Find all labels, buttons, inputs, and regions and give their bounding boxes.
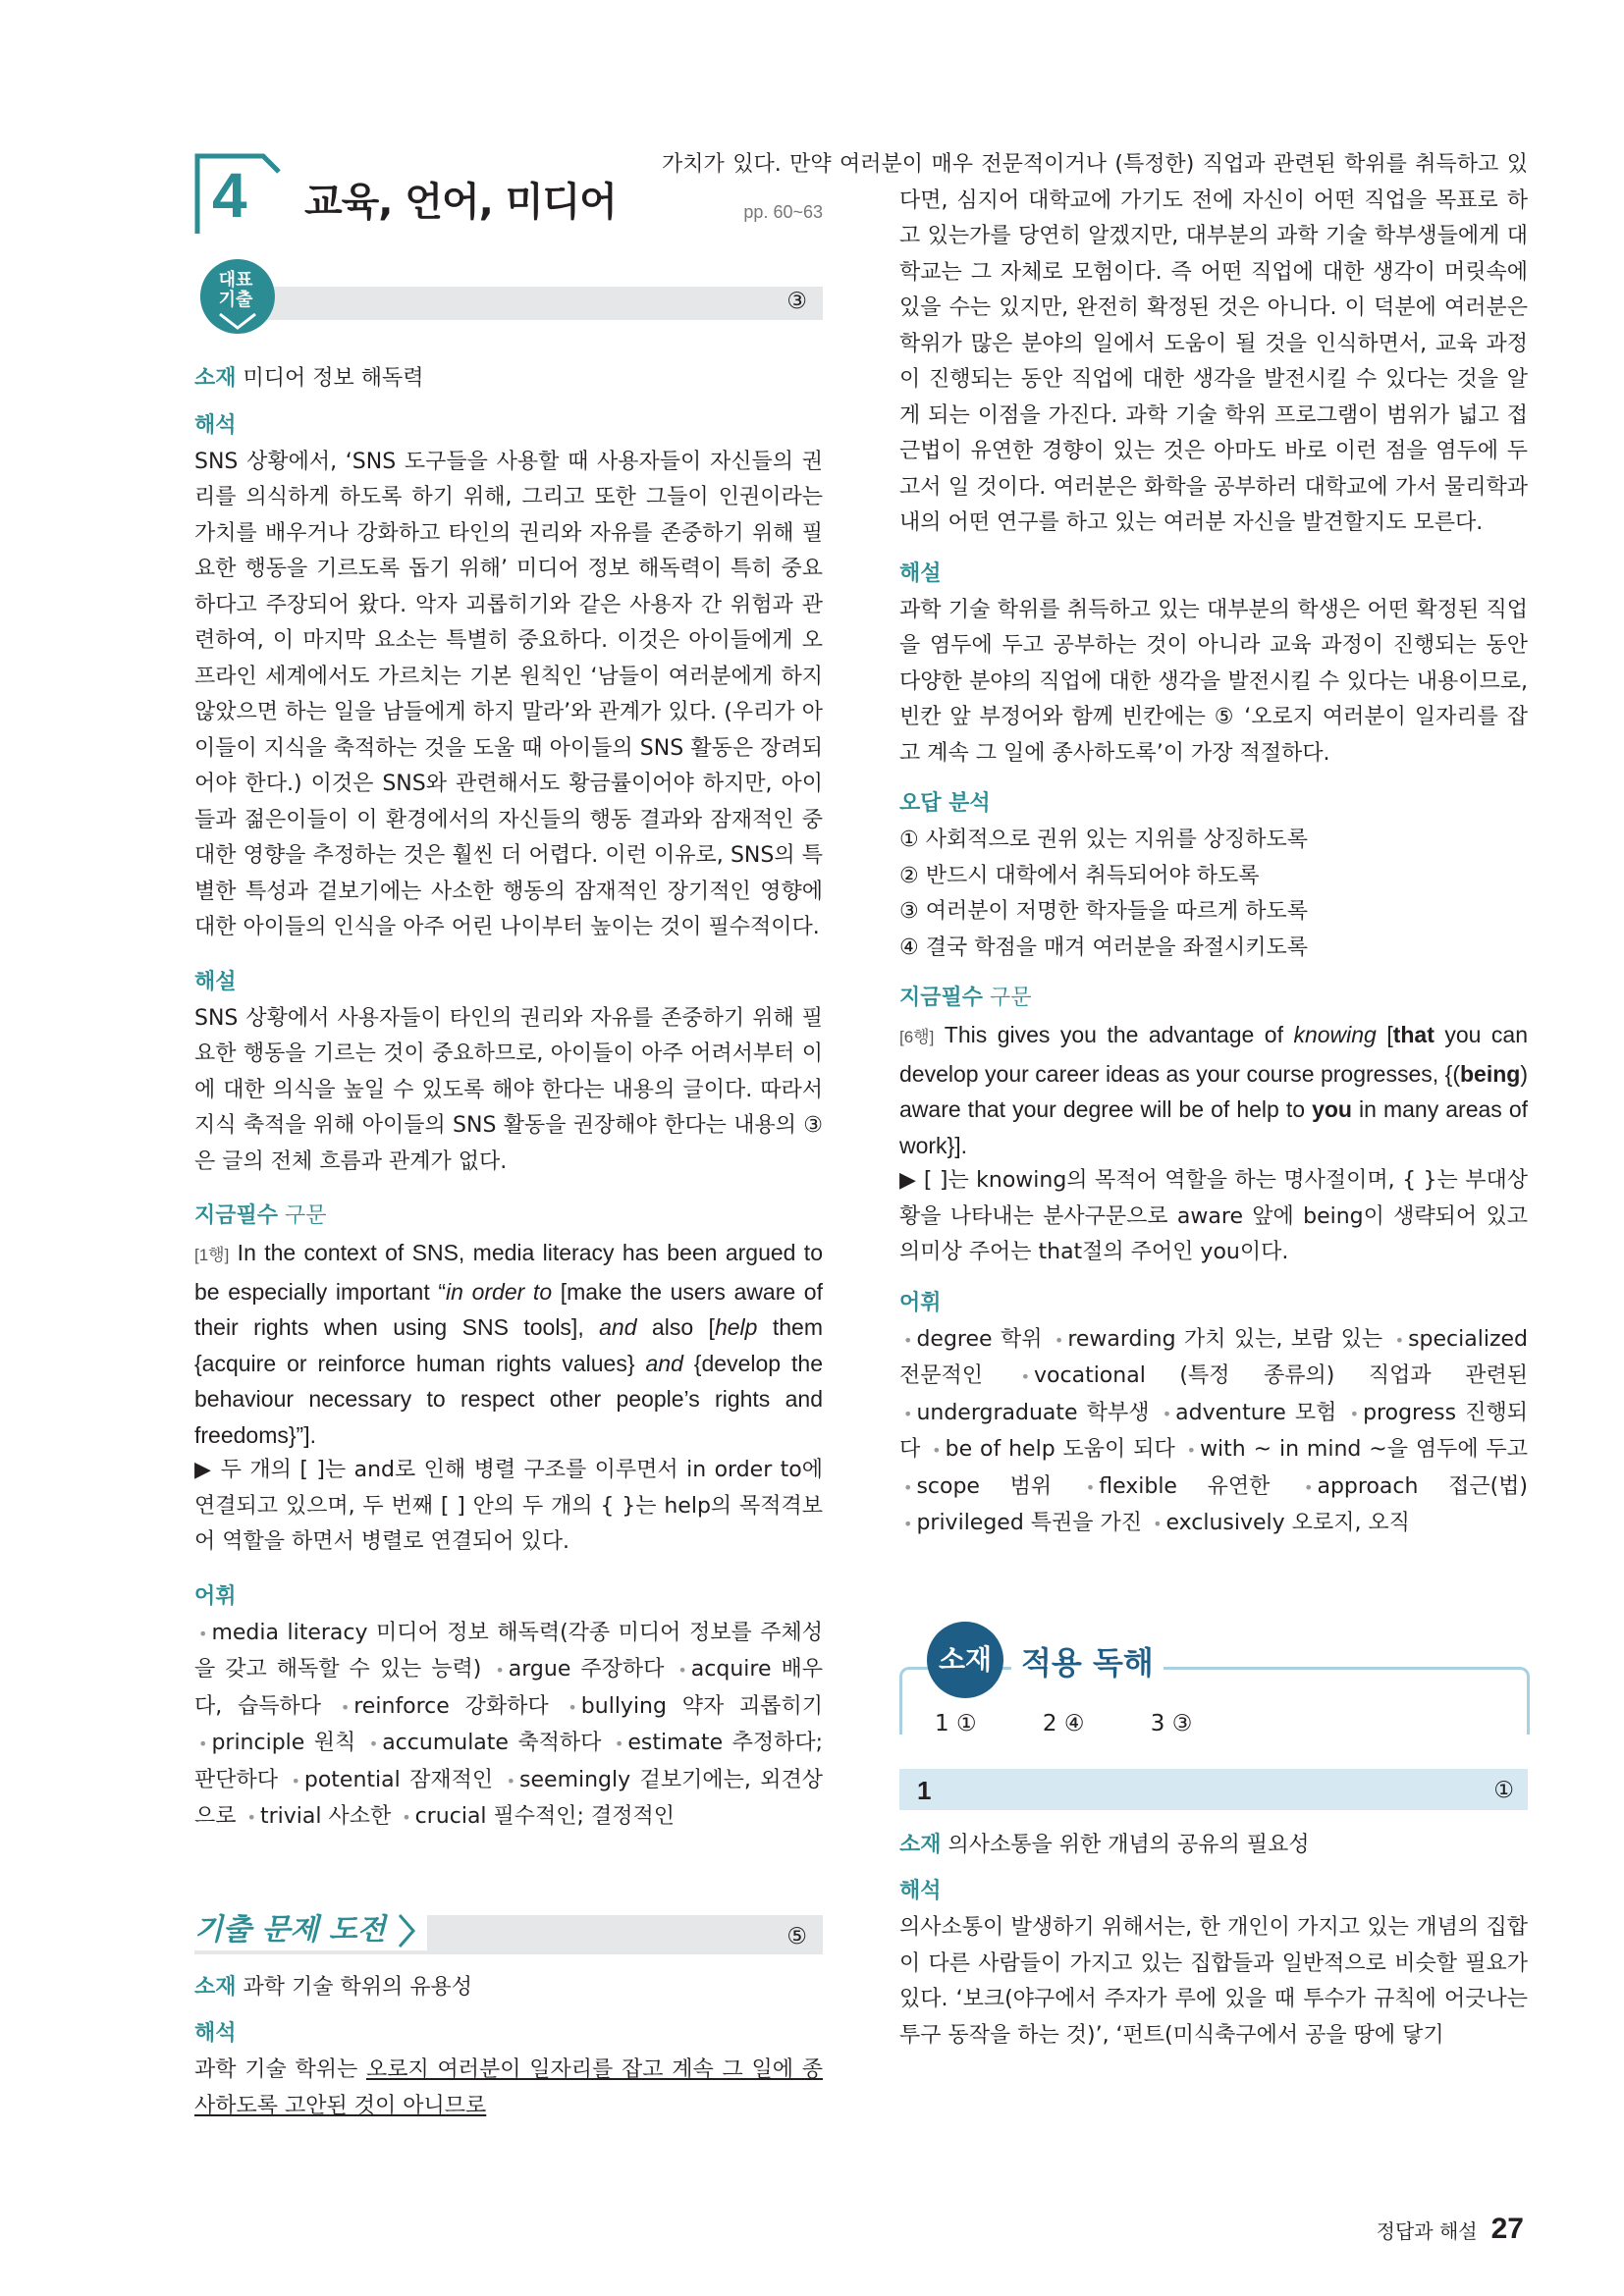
question-bar [899, 1769, 1528, 1810]
gumun-part: in order to [446, 1278, 553, 1305]
gumun-part: knowing [1293, 1022, 1377, 1047]
vocab-item: • privileged 특권을 가진 [903, 1511, 1143, 1535]
footer-label: 정답과 해설 [1376, 2219, 1478, 2243]
apply-circle: 소재 [927, 1622, 1003, 1698]
haeseok-label: 해석 [194, 2021, 237, 2046]
vocab-item: • be of help 도움이 되다 [932, 1437, 1175, 1462]
eohwi-list [194, 1616, 823, 1837]
gumun-part: them {acquire or reinforce human rights values} [194, 1314, 823, 1376]
vocab-item: • adventure 모험 [1162, 1400, 1337, 1425]
gumun-label-a: 지금필수 [194, 1203, 279, 1228]
page-footer [1377, 2213, 1524, 2246]
vocab-item: • approach 접근(법) [1304, 1473, 1529, 1499]
vocab-item: • trivial 사소한 [246, 1804, 392, 1829]
gumun-label-b: 구문 [278, 1203, 327, 1228]
sozae-text: 과학 기술 학위의 유용성 [236, 1974, 473, 2000]
gumun-label [194, 1201, 823, 1231]
apply-answer: 2 ④ [1042, 1710, 1085, 1736]
badge-line2: 기출 [218, 290, 253, 310]
haeseol-label: 해설 [899, 561, 942, 586]
eohwi-label: 어휘 [899, 1290, 942, 1315]
haeseok-text: SNS 상황에서, ‘SNS 도구들을 사용할 때 사용자들이 자신들의 권리를 의식하게 하도록 하기 위해, 그리고 또한 그들이 인권이라는 가치를 배우거나 강화하고 타인의 권리와 자유를 존중하기 위해 필요한 행동을 기르도록 돕기 위해’ 미디어 정보 해독력이 특히 중요하다고 주장되어 왔다. 악자 괴롭히기와 같은 사용자 간 위험과 관련하여, 이 마지막 요소는 특별히 중요하다. 이것은 아이들에게 오프라인 세계에서도 가르치는 기본 원칙인 ‘남들이 여러분에게 하지 않았으면 하는 일을 남들에게 하지 말라’와 관계가 있다. (우리가 아이들이 지식을 축적하는 것을 도울 때 아이들의 SNS 활동은 장려되어야 한다.) 이것은 SNS와 관련해서도 황금률이어야 하지만, 아이들과 젊은이들이 이 환경에서의 자신들의 행동 결과와 잠재적인 중대한 영향을 추정하는 것은 훨씬 더 어렵다. 이런 이유로, SNS의 특별한 특성과 겉보기에는 사소한 행동의 잠재적인 장기적인 영향에 대한 아이들의 인식을 아주 어린 나이부터 높이는 것이 필수적이다. [194, 449, 823, 939]
odap-label: 오답 분석 [899, 791, 991, 816]
sozae-label: 소재 [194, 1974, 237, 2000]
representative-question-bar [194, 257, 823, 344]
haeseok-part: 가치가 있다. 만약 여러분이 매우 전문적이거나 (특정한) 직업과 관련된 학위를 취득하고 있다면, 심지어 대학교에 가기도 전에 자신이 어떤 직업을 목표로 하고 있는가를 당연히 알겠지만, 대부분의 과학 기술 학부생들에게 대학교는 그 자체로 모험이다. 즉 어떤 직업에 대한 생각이 머릿속에 있을 수는 있지만, 완전히 확정된 것은 아니다. 이 덕분에 여러분은 학위가 많은 분야의 일에서 도움이 될 것을 인식하면서, 교육 과정이 진행되는 동안 직업에 대한 생각을 발전시킬 수 있다는 것을 알게 되는 이점을 가진다. 과학 기술 학위 프로그램이 범위가 넓고 접근법이 유연한 경향이 있는 것은 아마도 바로 이런 점을 염두에 두고서 일 것이다. 여러분은 화학을 공부하러 대학교에 가서 물리학과 내의 어떤 연구를 하고 있는 여러분 자신을 발견할지도 모른다. [662, 152, 1528, 535]
gumun-label [899, 984, 1528, 1013]
gumun-note: ▶ [ ]는 knowing의 목적어 역할을 하는 명사절이며, { }는 부대상황을 나타내는 분사구문으로 aware 앞에 being이 생략되어 있고 의미상 주어는 that절의 주어인 you이다. [899, 1168, 1528, 1264]
vocab-item: • progress 진행되다 [899, 1400, 1528, 1462]
gumun-sentence [194, 1235, 823, 1453]
gumun-part: being [1459, 1060, 1521, 1087]
chevron-right-icon [396, 1911, 417, 1950]
gumun-part: in many areas of work}]. [899, 1096, 1529, 1158]
chapter-title: 교육, 언어, 미디어 [304, 180, 617, 225]
gumun-part: that [1392, 1022, 1435, 1047]
question-number: 1 [917, 1775, 932, 1805]
page-number: 27 [1490, 2213, 1524, 2245]
eohwi-label: 어휘 [194, 1583, 237, 1609]
gumun-note: ▶ 두 개의 [ ]는 and로 인해 병렬 구조를 이루면서 in order to에 연결되고 있으며, 두 번째 [ ] 안의 두 개의 { }는 help의 목적격보어 역할을 하면서 병렬로 연결되어 있다. [194, 1458, 823, 1554]
gumun-label-b: 구문 [983, 986, 1032, 1010]
question-answer: ① [1493, 1777, 1514, 1803]
gumun-part: ) aware that your degree will be of help to [899, 1060, 1528, 1122]
vocab-item: • undergraduate 학부생 [903, 1400, 1150, 1425]
challenge-title [194, 1911, 427, 1950]
sozae-text: 의사소통을 위한 개념의 공유의 필요성 [941, 1832, 1310, 1857]
vocab-item: • bullying 약자 괴롭히기 [568, 1693, 824, 1719]
haeseol-text: SNS 상황에서 사용자들이 타인의 권리와 자유를 존중하기 위해 필요한 행동을 기르는 것이 중요하므로, 아이들이 아주 어려서부터 이에 대한 의식을 높일 수 있도록 해야 한다는 내용의 글이다. 따라서 지식 축적을 위해 아이들의 SNS 활동을 권장해야 한다는 내용의 ③은 글의 전체 흐름과 관계가 없다. [194, 1005, 823, 1174]
gumun-tag: [1행] [194, 1246, 230, 1264]
haeseok-text: 의사소통이 발생하기 위해서는, 한 개인이 가지고 있는 개념의 집합이 다른 사람들이 가지고 있는 집합들과 일반적으로 비슷할 필요가 있다. ‘보크(야구에서 주자가 루에 있을 때 투수가 규칙에 어긋나는 투구 동작을 하는 것)’, ‘펀트(미식축구에서 공을 땅에 닿기 [899, 1915, 1528, 2048]
vocab-item: • flexible 유연한 [1085, 1473, 1271, 1499]
vocab-item: • acquire 배우다, 습득하다 [194, 1657, 823, 1719]
gumun-part: help [714, 1314, 758, 1340]
vocab-item: • principle 원칙 [198, 1731, 356, 1755]
badge-line1: 대표 [218, 270, 253, 291]
gumun-sentence [899, 1017, 1528, 1163]
vocab-item: • vocational (특정 종류의) 직업과 관련된 [1020, 1363, 1528, 1388]
gumun-part: [ [1376, 1022, 1393, 1047]
chapter-number: 4 [212, 160, 247, 231]
vocab-item: • exclusively 오로지, 오직 [1153, 1511, 1410, 1535]
vocab-item: • media literacy 미디어 정보 해독력(각종 미디어 정보를 주체성을 갖고 해독할 수 있는 능력) [194, 1620, 823, 1682]
apply-answers [935, 1706, 1251, 1742]
apply-title: 적용 독해 [1011, 1645, 1164, 1682]
vocab-item: • degree 학위 [903, 1326, 1043, 1352]
vocab-item: • crucial 필수적인; 결정적인 [402, 1804, 675, 1829]
gumun-part: [make the users aware of their rights when using SNS tools], [194, 1278, 823, 1340]
vocab-item: • estimate 추정하다; 판단하다 [194, 1731, 824, 1792]
odap-list [899, 823, 1528, 966]
vocab-item: • argue 주장하다 [495, 1657, 665, 1682]
vocab-item: • potential 잠재적인 [291, 1767, 494, 1792]
gumun-part: and [645, 1350, 683, 1376]
gumun-part: also [ [636, 1314, 715, 1340]
vocab-item: • accumulate 축적하다 [368, 1731, 602, 1755]
chapter-pages: pp. 60~63 [743, 202, 823, 222]
sozae-line [194, 361, 823, 398]
odap-item: ② 반드시 대학에서 취득되어야 하도록 [899, 863, 1260, 888]
answer-mark: ③ [786, 289, 807, 314]
apply-answer: 1 ① [935, 1710, 977, 1736]
vocab-item: • rewarding 가치 있는, 보람 있는 [1054, 1326, 1383, 1352]
odap-item: ③ 여러분이 저명한 학자들을 따르게 하도록 [899, 899, 1308, 924]
challenge-title-text: 기출 문제 도전 [194, 1912, 386, 1947]
gumun-part: you [1312, 1096, 1352, 1122]
vocab-item: • with ~ in mind ~을 염두에 두고 [1186, 1437, 1528, 1462]
vocab-item: • seemingly 겉보기에는, 외견상으로 [194, 1767, 823, 1829]
odap-item: ① 사회적으로 권위 있는 지위를 상징하도록 [899, 828, 1308, 852]
vocab-item: • scope 범위 [903, 1473, 1053, 1499]
challenge-bar [194, 1912, 823, 1954]
sozae-label: 소재 [194, 366, 237, 391]
haeseok-label: 해석 [899, 1879, 942, 1903]
haeseol-text: 과학 기술 학위를 취득하고 있는 대부분의 학생은 어떤 확정된 직업을 염두에 두고 공부하는 것이 아니라 교육 과정이 진행되는 동안 다양한 분야의 직업에 대한 생각을 발전시킬 수 있다는 내용이므로, 빈칸 앞 부정어와 함께 빈칸에는 ⑤ ‘오로지 여러분이 일자리를 잡고 계속 그 일에 종사하도록’이 가장 적절하다. [899, 597, 1528, 766]
haeseok-label: 해석 [194, 412, 237, 438]
vocab-item: • reinforce 강화하다 [340, 1693, 549, 1719]
odap-item: ④ 결국 학점을 매겨 여러분을 좌절시키도록 [899, 934, 1308, 960]
gumun-part: In the context of SNS, media literacy has been argued to be especially important “ [194, 1240, 823, 1305]
gumun-part: {develop the behaviour necessary to respect other people’s rights and freedoms}”]. [194, 1350, 823, 1448]
sozae-label: 소재 [899, 1832, 942, 1857]
badge-label [204, 271, 267, 310]
gumun-part: you can develop your career ideas as your course progresses, {( [899, 1022, 1529, 1087]
haeseok-underlined: 오로지 여러분이 일자리를 잡고 계속 그 일에 종사하도록 고안된 것이 아니므로 [194, 2057, 823, 2118]
eohwi-list [899, 1322, 1528, 1543]
sozae-text: 미디어 정보 해독력 [236, 366, 424, 391]
apply-reading-box [899, 1622, 1528, 1739]
haeseok-part: 과학 기술 학위는 [194, 2057, 366, 2082]
vocab-item: • specialized 전문적인 [899, 1326, 1528, 1388]
gumun-label-a: 지금필수 [899, 986, 984, 1010]
gumun-tag: [6행] [899, 1028, 935, 1046]
apply-answer: 3 ③ [1150, 1710, 1193, 1736]
gumun-part: This gives you the advantage of [934, 1022, 1294, 1047]
answer-bar [234, 287, 823, 320]
challenge-answer: ⑤ [786, 1923, 807, 1949]
sozae-line [194, 1970, 823, 2006]
haeseol-label: 해설 [194, 969, 237, 994]
haeseok-start [194, 2053, 823, 2118]
left-column [194, 361, 824, 2118]
gumun-part: and [599, 1314, 637, 1340]
sozae-line [899, 1828, 1528, 1864]
